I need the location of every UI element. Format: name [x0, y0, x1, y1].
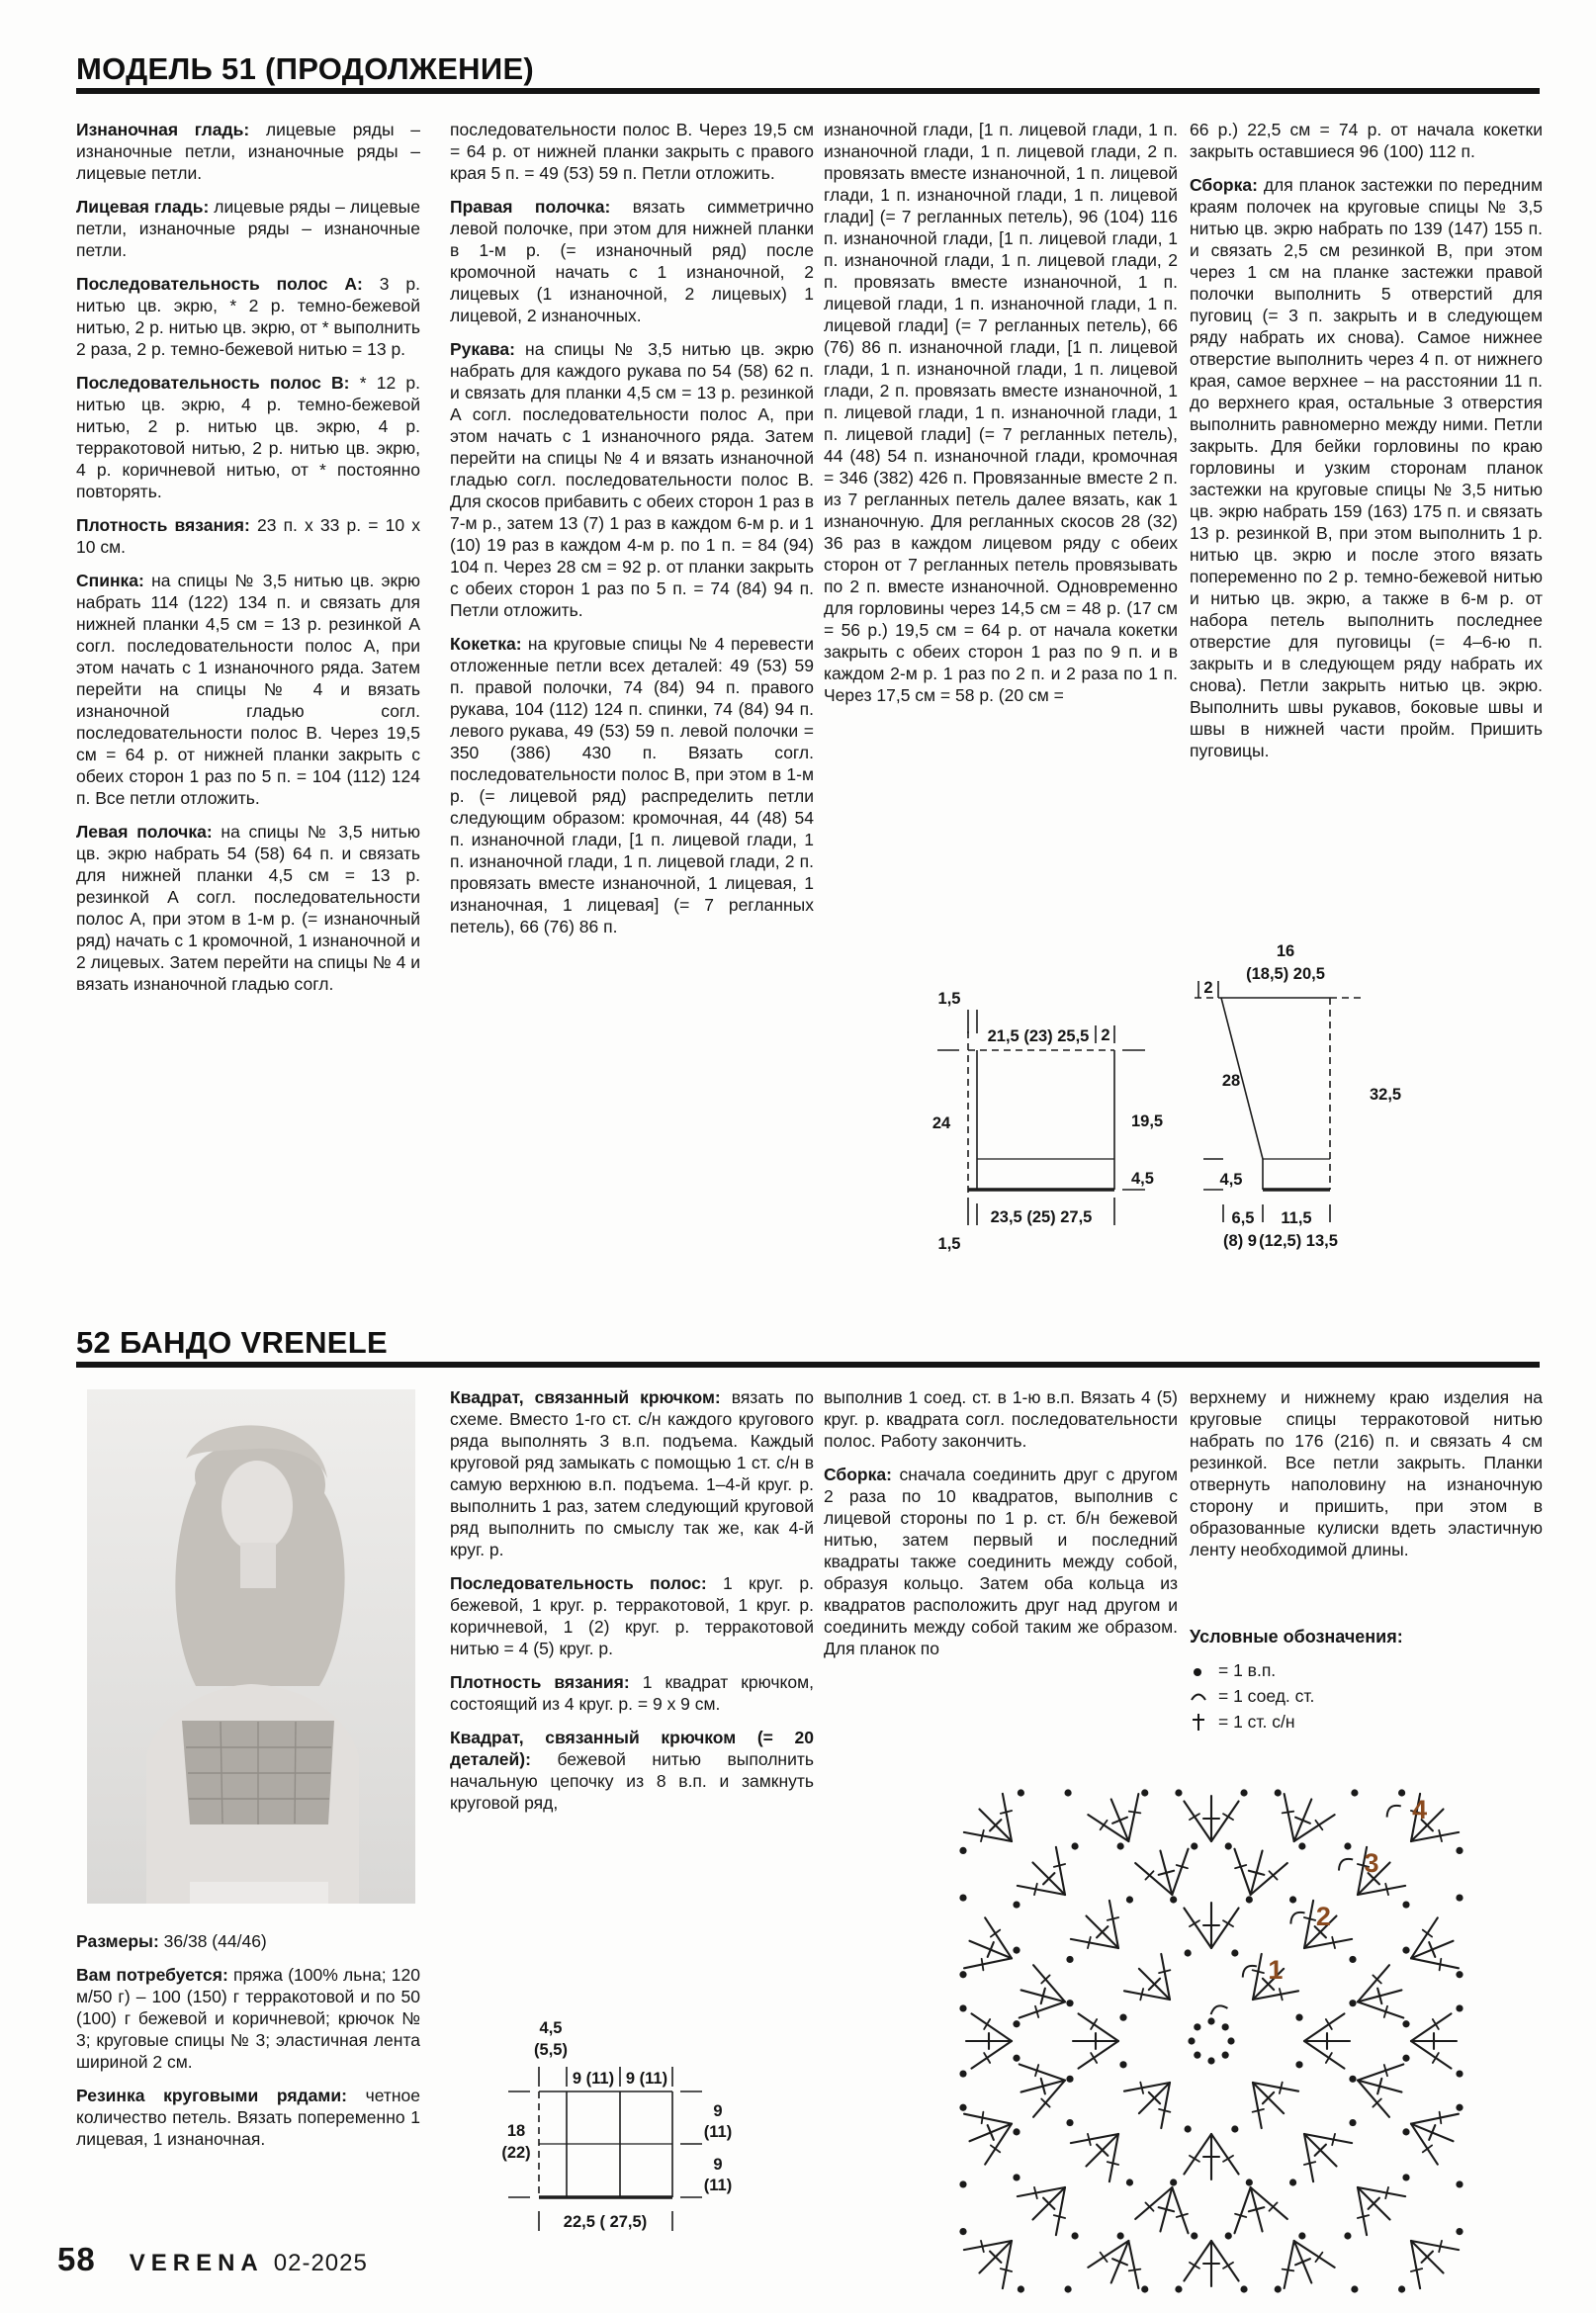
- bando-right-bottom-label-1: 9: [713, 2156, 723, 2174]
- bando-height-label-1: 18: [506, 2122, 526, 2140]
- sleeve-bottom-left-label-1: 6,5: [1231, 1209, 1255, 1227]
- paragraph: Последовательность полос: 1 круг. р. бежевой, 1 круг. р. терракотовой, 1 круг. р. коричневой, 1 (2) круг. р. терракотовой нитью = 4 (5) круг. р.: [450, 1573, 814, 1658]
- body-top-small-label: 2: [1101, 1026, 1110, 1044]
- bando-right-top-label-1: 9: [713, 2102, 723, 2120]
- sleeve-rib-height-label: 4,5: [1219, 1171, 1243, 1189]
- neck: [240, 1543, 276, 1588]
- paragraph: Последовательность полос В: * 12 р. нитью цв. экрю, 4 р. темно-бежевой нитью, 2 р. нитью цв. экрю, 4 р. терракотовой нитью, 2 р. нитью цв. экрю, 4 р. коричневой нитью, от * постоянно повторять.: [76, 373, 420, 501]
- sleeve-top-small-label: 2: [1203, 979, 1213, 997]
- section1-column-1: [76, 119, 420, 1007]
- legend-item-chain: [1190, 1657, 1543, 1683]
- section2-column-4: [1190, 1386, 1543, 1735]
- sleeve-bottom-right-label-2: (12,5) 13,5: [1259, 1232, 1338, 1250]
- legend-label: = 1 соед. ст.: [1218, 1686, 1315, 1706]
- bando-right-top-label-2: (11): [703, 2123, 733, 2141]
- double-crochet-cross-icon: [1190, 1712, 1209, 1732]
- page-footer: [57, 2241, 368, 2278]
- crochet-chart: [928, 1770, 1496, 2309]
- legend-label: = 1 ст. с/н: [1218, 1712, 1295, 1732]
- chart-round-number: 2: [1315, 1902, 1331, 1931]
- paragraph: Плотность вязания: 23 п. x 33 р. = 10 x 10 см.: [76, 515, 420, 557]
- section2-title: 52 БАНДО VRENELE: [76, 1325, 388, 1360]
- chart-round-number: 1: [1268, 1955, 1284, 1985]
- bando-cell-top-label-2: 9 (11): [625, 2070, 668, 2088]
- section2-column-1: [76, 1930, 420, 2162]
- bando-top-left-label-1: 4,5: [539, 2019, 563, 2037]
- body-band-bottom-label: 1,5: [937, 1235, 961, 1253]
- body-height-left-label: 24: [931, 1114, 951, 1132]
- body-bottom-width-label: 23,5 (25) 27,5: [990, 1208, 1093, 1226]
- paragraph: Спинка: на спицы № 3,5 нитью цв. экрю набрать 114 (122) 134 п. и связать для нижней планки 4,5 см = 13 р. резинкой А согл. последовательности полос А, при этом начать с 1 изнаночного ряда. Затем перейти на спицы № 4 и вязать изнаночной гладью согл. последовательности полос В. Через 19,5 см = 64 р. от нижней планки закрыть с обеих сторон 1 раз по 5 п. = 104 (112) 124 п. Все петли отложить.: [76, 571, 420, 808]
- body-top-width-label: 21,5 (23) 25,5: [987, 1027, 1090, 1045]
- paragraph: Сборка: сначала соединить друг с другом 2 раза по 10 квадратов, выполнив с лицевой стороны по 1 р. ст. б/н бежевой нитью, затем первый и последний квадраты также соединить между собой, образуя кольцо. Затем оба кольца из квадратов расположить друг над другом и соединить между собой таким же образом. Для планок по: [824, 1465, 1178, 1658]
- bando-cell-top-label-1: 9 (11): [572, 2070, 615, 2088]
- body-rib-height-label: 4,5: [1131, 1170, 1154, 1188]
- paragraph: Квадрат, связанный крючком (= 20 деталей): бежевой нитью выполнить начальную цепочку из 8 в.п. и замкнуть круговой ряд,: [450, 1728, 814, 1813]
- sleeve-top-width-label-2: (18,5) 20,5: [1246, 965, 1325, 983]
- slip-stitch-arc-icon: [1190, 1686, 1209, 1706]
- body-piece-schematic: [920, 944, 1187, 1271]
- chart-round-number: 4: [1412, 1795, 1428, 1824]
- legend-title: Условные обозначения:: [1190, 1627, 1403, 1646]
- model-photo: [87, 1389, 415, 1904]
- bando-schematic: [494, 1978, 791, 2265]
- section1-column-2: [450, 119, 814, 949]
- chain-dot-icon: [1190, 1660, 1209, 1680]
- section1-title-rule: [76, 88, 1540, 94]
- paragraph: выполнив 1 соед. ст. в 1-ю в.п. Вязать 4 (5) круг. р. квадрата согл. последовательности полос. Работу закончить.: [824, 1387, 1178, 1451]
- section2-column-4-paragraphs: [1190, 1386, 1543, 1560]
- paragraph: Лицевая гладь: лицевые ряды – лицевые петли, изнаночные ряды – изнаночные петли.: [76, 197, 420, 260]
- bando-right-bottom-label-2: (11): [703, 2177, 733, 2194]
- sleeve-schematic: [1192, 930, 1414, 1271]
- bando-bottom-width-label: 22,5 ( 27,5): [563, 2213, 648, 2231]
- waistband: [190, 1882, 328, 1904]
- section1-title: МОДЕЛЬ 51 (ПРОДОЛЖЕНИЕ): [76, 51, 535, 86]
- legend-item-slip-stitch: [1190, 1683, 1543, 1709]
- sleeve-top-width-label-1: 16: [1276, 942, 1295, 960]
- paragraph: последовательности полос В. Через 19,5 см = 64 р. от нижней планки закрыть с правого края 5 п. = 49 (53) 59 п. Петли отложить.: [450, 120, 814, 183]
- bando-top-left-label-2: (5,5): [534, 2041, 568, 2059]
- page-number: 58: [57, 2241, 96, 2277]
- legend-item-double-crochet: [1190, 1709, 1543, 1735]
- paragraph: Вам потребуется: пряжа (100% льна; 120 м/50 г) – 100 (150) г терракотовой и по 50 (100) г бежевой и коричневой; крючок № 3; круговые спицы № 3; эластичная лента шириной 2 см.: [76, 1965, 421, 2072]
- sleeve-bottom-right-label-1: 11,5: [1281, 1209, 1312, 1227]
- paragraph: Резинка круговыми рядами: четное количество петель. Вязать попеременно 1 лицевая, 1 изнаночная.: [76, 2086, 420, 2149]
- chart-legend: [1190, 1626, 1543, 1735]
- section2-column-3: [824, 1386, 1178, 1671]
- paragraph: Последовательность полос А: 3 р. нитью цв. экрю, * 2 р. темно-бежевой нитью, 2 р. нитью цв. экрю, от * выполнить 2 раза, 2 р. темно-бежевой нитью = 13 р.: [76, 274, 420, 359]
- section1-column-3: [824, 119, 1178, 718]
- face: [222, 1461, 293, 1552]
- body-band-top-label: 1,5: [937, 990, 961, 1008]
- section2-title-rule: [76, 1362, 1540, 1368]
- paragraph: Правая полочка: вязать симметрично левой полочке, при этом для нижней планки в 1-м р. (= изнаночный ряд) после кромочной начать с 1 изнаночной, 2 лицевых (1 изнаночной, 2 лицевых) 1 лицевой, 2 изнаночных.: [450, 197, 814, 325]
- paragraph: Квадрат, связанный крючком: вязать по схеме. Вместо 1-го ст. с/н каждого кругового ряда выполнять 3 в.п. подъема. Каждый круговой ряд замыкать с помощью 1 ст. с/н в самую верхнюю в.п. подъема. 1–4-й круг. р. выполнить 1 раз, затем следующий круговой ряд выполнить по смыслу так же, как 4-й круг. р.: [450, 1387, 814, 1559]
- paragraph: Сборка: для планок застежки по передним краям полочек на круговые спицы № 3,5 нитью цв. экрю набрать по 139 (147) 155 п. и связать 2,5 см резинкой В, при этом через 1 см на планке застежки правой полочки выполнить 5 отверстий для пуговиц (= 3 п. закрыть и в следующем ряду набрать их снова). Самое нижнее отверстие выполнить через 4 п. от нижнего края, самое верхнее – на расстоянии 11 п. до верхнего края, остальные 3 отверстия выполнить равномерно между ними. Петли закрыть. Для бейки горловины по краю горловины и узким сторонам планок застежки на круговые спицы № 3,5 нитью цв. экрю набрать 159 (163) 175 п. и связать 13 р. резинкой В, при этом выполнить 1 р. нитью цв. экрю и после этого вязать попеременно по 2 р. темно-бежевой нитью и нитью цв. экрю, а также в 6-м р. от набора петель выполнить последнее отверстие для пуговицы (= 4–6-ю п. закрыть и в следующем ряду набрать их снова). Петли закрыть нитью цв. экрю. Выполнить швы рукавов, боковые швы и швы в нижней части пройм. Пришить пуговицы.: [1190, 175, 1543, 760]
- paragraph: Размеры: 36/38 (44/46): [76, 1931, 267, 1951]
- legend-label: = 1 в.п.: [1218, 1660, 1277, 1680]
- paragraph: Рукава: на спицы № 3,5 нитью цв. экрю набрать для каждого рукава по 54 (58) 62 п. и связать для планки 4,5 см = 13 р. резинкой А согл. последовательности полос А, при этом начать с 1 изнаночного ряда. Затем перейти на спицы № 4 и вязать изнаночной гладью согл. последовательности полос В. Для скосов прибавить с обеих сторон 1 раз в 7-м р., затем 13 (7) 1 раз в каждом 6-м р. и 1 (10) 19 раз в каждом 4-м р. по 1 п. = 84 (94) 104 п. Через 28 см = 92 р. от планки закрыть с обеих сторон 1 раз по 5 п. = 74 (84) 94 п. Петли отложить.: [450, 339, 814, 620]
- section2-column-2: [450, 1386, 814, 1825]
- paragraph: изнаночной глади, [1 п. лицевой глади, 1 п. изнаночной глади, 1 п. лицевой глади, 2 п. провязать вместе изнаночной, 1 п. лицевой глади, 1 п. изнаночной глади, 1 п. лицевой глади] (= 7 регланных петель), 96 (104) 116 п. изнаночной глади, [1 п. лицевой глади, 1 п. изнаночной глади, 1 п. лицевой глади, 2 п. провязать вместе изнаночной, 1 п. лицевой глади, 1 п. изнаночной глади, 1 п. лицевой глади] (= 7 регланных петель), 66 (76) 86 п. изнаночной глади, [1 п. лицевой глади, 1 п. изнаночной глади, 1 п. лицевой глади, 2 п. провязать вместе изнаночной, 1 п. лицевой глади, 1 п. изнаночной глади, 1 п. лицевой глади] (= 7 регланных петель), 44 (48) 54 п. изнаночной глади, кромочная = 346 (382) 426 п. Провязанные вместе 2 п. из 7 регланных петель далее вязать, как 1 изнаночную. Для регланных скосов 28 (32) 36 раз в каждом лицевом ряду с обеих сторон от 7 регланных петель провязывать по 2 п. вместе изнаночной. Одновременно для горловины через 14,5 см = 48 р. (17 см = 56 р.) 19,5 см = 64 р. от начала кокетки закрыть с обеих сторон 1 раз по 9 п. и в каждом 2-м р. 1 раз по 2 п. и 2 раза по 1 п. Через 17,5 см = 58 р. (20 см =: [824, 120, 1178, 705]
- section1-column-4: [1190, 119, 1543, 773]
- paragraph: 66 р.) 22,5 см = 74 р. от начала кокетки закрыть оставшиеся 96 (100) 112 п.: [1190, 120, 1543, 161]
- paragraph: Кокетка: на круговые спицы № 4 перевести отложенные петли всех деталей: 49 (53) 59 п. правой полочки, 74 (84) 94 п. правого рукава, 104 (112) 124 п. спинки, 74 (84) 94 п. левого рукава, 49 (53) 59 п. левой полочки = 350 (386) 430 п. Вязать согл. последовательности полос В, при этом в 1-м р. (= лицевой ряд) распределить петли следующим образом: кромочная, 44 (48) 54 п. изнаночной глади, [1 п. лицевой глади, 1 п. изнаночной глади, 1 п. лицевой глади, 2 п. провязать вместе изнаночной, 1 лицевая, 1 изнаночная, 1 лицевая] (= 7 регланных петель), 66 (76) 86 п.: [450, 634, 814, 936]
- body-height-right-label: 19,5: [1131, 1112, 1164, 1130]
- issue-number: 02-2025: [273, 2250, 368, 2276]
- sleeve-bottom-left-label-2: (8) 9: [1223, 1232, 1257, 1250]
- paragraph: Плотность вязания: 1 квадрат крючком, состоящий из 4 круг. р. = 9 x 9 см.: [450, 1672, 814, 1714]
- chart-round-number: 3: [1364, 1848, 1379, 1878]
- bando-height-label-2: (22): [501, 2144, 531, 2162]
- paragraph: верхнему и нижнему краю изделия на круговые спицы терракотовой нитью набрать по 176 (216) п. и связать 4 см резинкой. Все петли закрыть. Планки отвернуть наполовину на изнаночную сторону и пришить, при этом в образованные кулиски вдеть эластичную ленту необходимой длины.: [1190, 1387, 1543, 1559]
- paragraph: Левая полочка: на спицы № 3,5 нитью цв. экрю набрать 54 (58) 64 п. и связать для нижней планки 4,5 см = 13 р. резинкой А согл. последовательности полос А, при этом в 1-м р. (= изнаночный ряд) начать с 1 кромочной, 1 изнаночной и 2 лицевых. Затем перейти на спицы № 4 и вязать изнаночной гладью согл.: [76, 822, 421, 994]
- sleeve-height-left-label: 28: [1221, 1072, 1241, 1090]
- paragraph: Изнаночная гладь: лицевые ряды – изнаночные петли, изнаночные ряды – лицевые петли.: [76, 120, 420, 183]
- magazine-name: VERENA: [129, 2250, 264, 2276]
- sleeve-height-right-label: 32,5: [1370, 1086, 1402, 1104]
